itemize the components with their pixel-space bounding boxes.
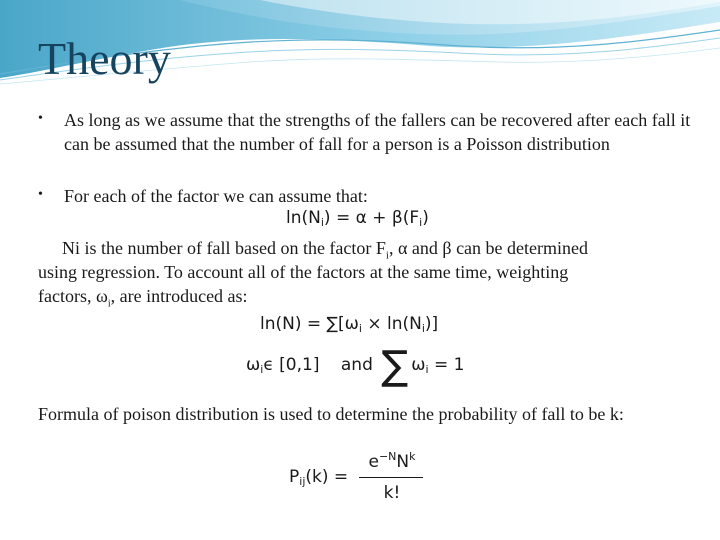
poisson-fraction (357, 450, 427, 510)
fraction-denominator: k! (383, 483, 401, 503)
bullet-text: For each of the factor we can assume that: (64, 186, 368, 206)
paragraph-line: factors, $\omega_i$, are introduced as: (38, 286, 248, 310)
poisson-lhs: $P_{ij}(k)$ = (289, 467, 349, 488)
paragraph: Formula of poison distribution is used to determine the probability of fall to be k: (38, 404, 624, 424)
fraction-numerator: $e^{-N}N^k$ (368, 450, 416, 472)
bullet-text: As long as we assume that the strengths of the fallers can be recovered after each fall it can be assumed that the number of fall for a person is a Poisson distribution (64, 110, 691, 154)
paragraph-line: using regression. To account all of the factors at the same time, weighting (38, 262, 569, 282)
bullet-marker: • (38, 111, 43, 126)
slide-title: Theory (38, 33, 171, 84)
regression-equation: $\ln(N_i) = \alpha + \beta(F_i)$ (286, 208, 429, 229)
weighted-sum-equation: $\ln(N) = \sum[\omega_i \times \ln(N_i)]$ (260, 314, 439, 335)
bullet-marker: • (38, 187, 43, 202)
paragraph-line: Ni is the number of fall based on the factor $F_i$, α and β can be determined (62, 238, 588, 262)
fraction-bar (359, 477, 423, 478)
summation-symbol: ∑ (381, 343, 409, 389)
weight-constraint-equation: $\omega_i\epsilon$ [0,1] and ∑ $\omega_i = 1$ (246, 343, 465, 389)
